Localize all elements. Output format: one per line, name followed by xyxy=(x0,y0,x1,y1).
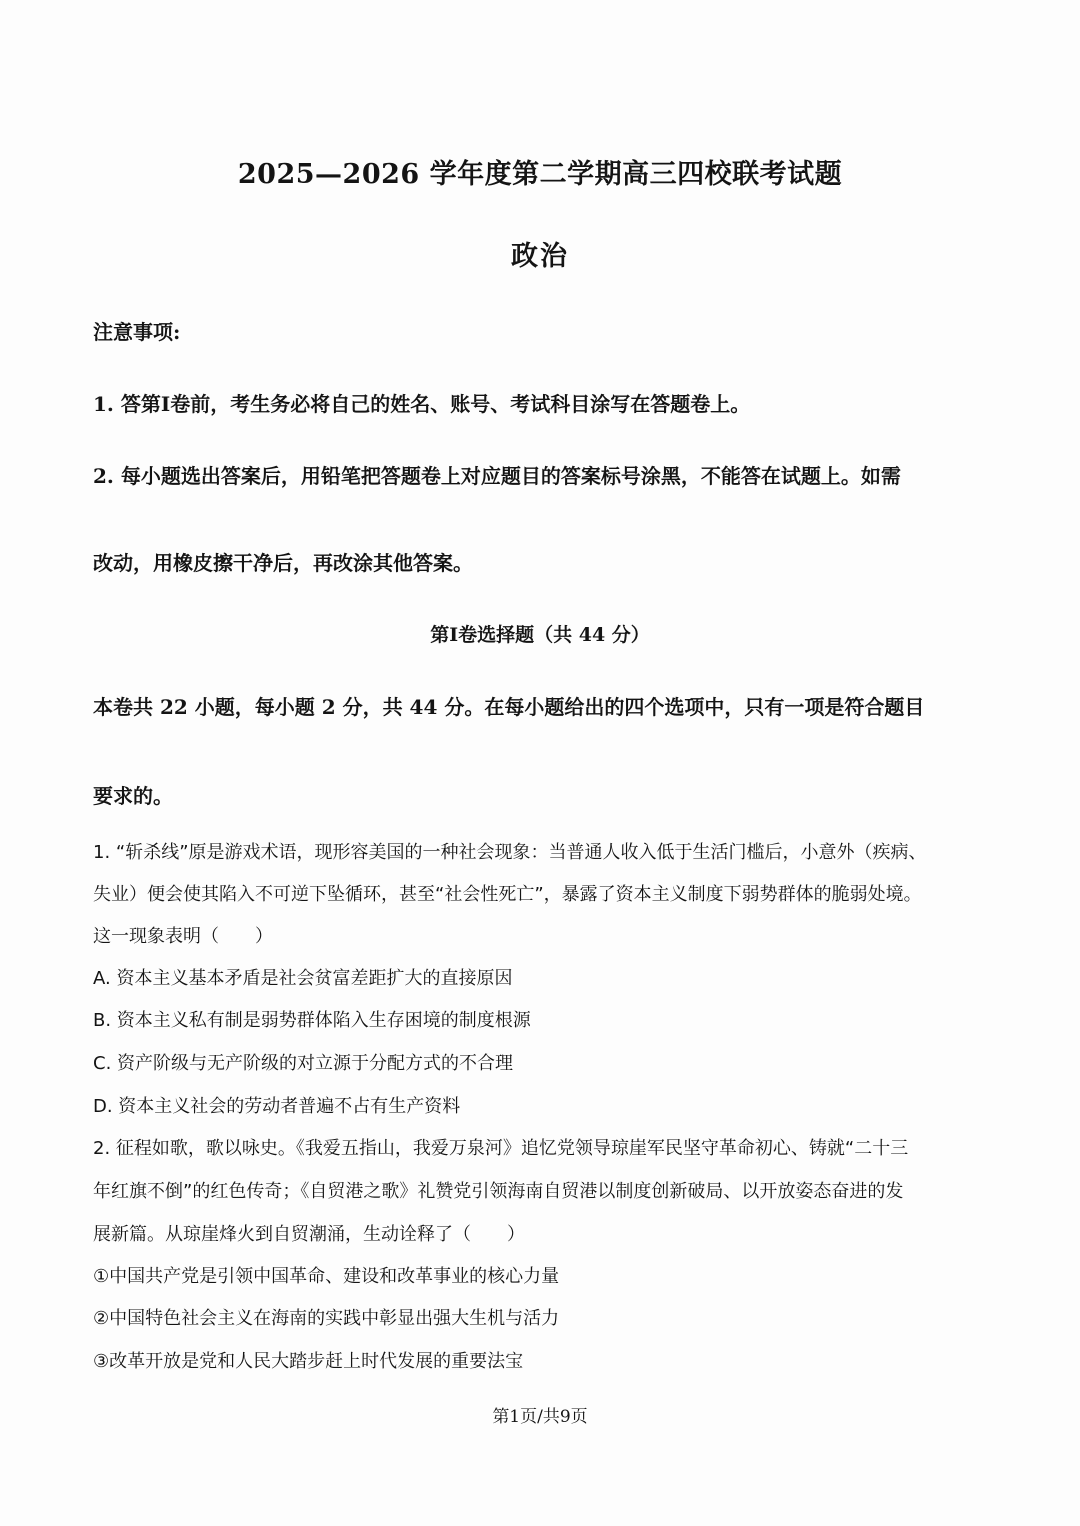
page-number: 第1页/共9页 xyxy=(492,1407,588,1427)
question-2-statement-1: ①中国共产党是引领中国革命、建设和改革事业的核心力量 xyxy=(93,1266,560,1287)
notice-heading: 注意事项: xyxy=(93,320,181,344)
question-2-stem-line-1: 2. 征程如歌，歌以咏史。《我爱五指山，我爱万泉河》追忆党领导琼崖军民坚守革命初心、铸就“二十三 xyxy=(93,1138,909,1159)
notice-item-1: 1. 答第Ⅰ卷前，考生务必将自己的姓名、账号、考试科目涂写在答题卷上。 xyxy=(93,392,751,416)
question-1-stem-line-2: 失业）便会使其陷入不可逆下坠循环，甚至“社会性死亡”，暴露了资本主义制度下弱势群体的脆弱处境。 xyxy=(93,884,922,905)
question-2-stem-line-2: 年红旗不倒”的红色传奇；《自贸港之歌》礼赞党引领海南自贸港以制度创新破局、以开放姿态奋进的发 xyxy=(93,1181,904,1202)
section-desc-line-1: 本卷共 22 小题，每小题 2 分，共 44 分。在每小题给出的四个选项中，只有一项是符合题目 xyxy=(93,695,925,719)
question-2-statement-3: ③改革开放是党和人民大踏步赶上时代发展的重要法宝 xyxy=(93,1351,524,1372)
question-2-stem-line-3: 展新篇。从琼崖烽火到自贸潮涌，生动诠释了（ ） xyxy=(93,1224,525,1245)
question-1-stem-line-1: 1. “斩杀线”原是游戏术语，现形容美国的一种社会现象：当普通人收入低于生活门槛后，小意外（疾病、 xyxy=(93,842,927,863)
question-1-option-d: D. 资本主义社会的劳动者普遍不占有生产资料 xyxy=(93,1096,461,1117)
question-2-statement-2: ②中国特色社会主义在海南的实践中彰显出强大生机与活力 xyxy=(93,1308,560,1329)
section-title: 第Ⅰ卷选择题（共 44 分） xyxy=(430,624,650,646)
question-1-option-c: C. 资产阶级与无产阶级的对立源于分配方式的不合理 xyxy=(93,1053,514,1074)
notice-item-2-line-2: 改动，用橡皮擦干净后，再改涂其他答案。 xyxy=(93,551,473,575)
question-1-option-b: B. 资本主义私有制是弱势群体陷入生存困境的制度根源 xyxy=(93,1010,531,1031)
exam-subject: 政治 xyxy=(511,241,569,272)
question-1-option-a: A. 资本主义基本矛盾是社会贫富差距扩大的直接原因 xyxy=(93,968,513,989)
notice-item-2-line-1: 2. 每小题选出答案后，用铅笔把答题卷上对应题目的答案标号涂黑，不能答在试题上。如需 xyxy=(93,464,901,488)
section-desc-line-2: 要求的。 xyxy=(93,784,173,808)
question-1-stem-line-3: 这一现象表明（ ） xyxy=(93,926,273,947)
exam-title: 2025—2026 学年度第二学期高三四校联考试题 xyxy=(237,159,843,190)
